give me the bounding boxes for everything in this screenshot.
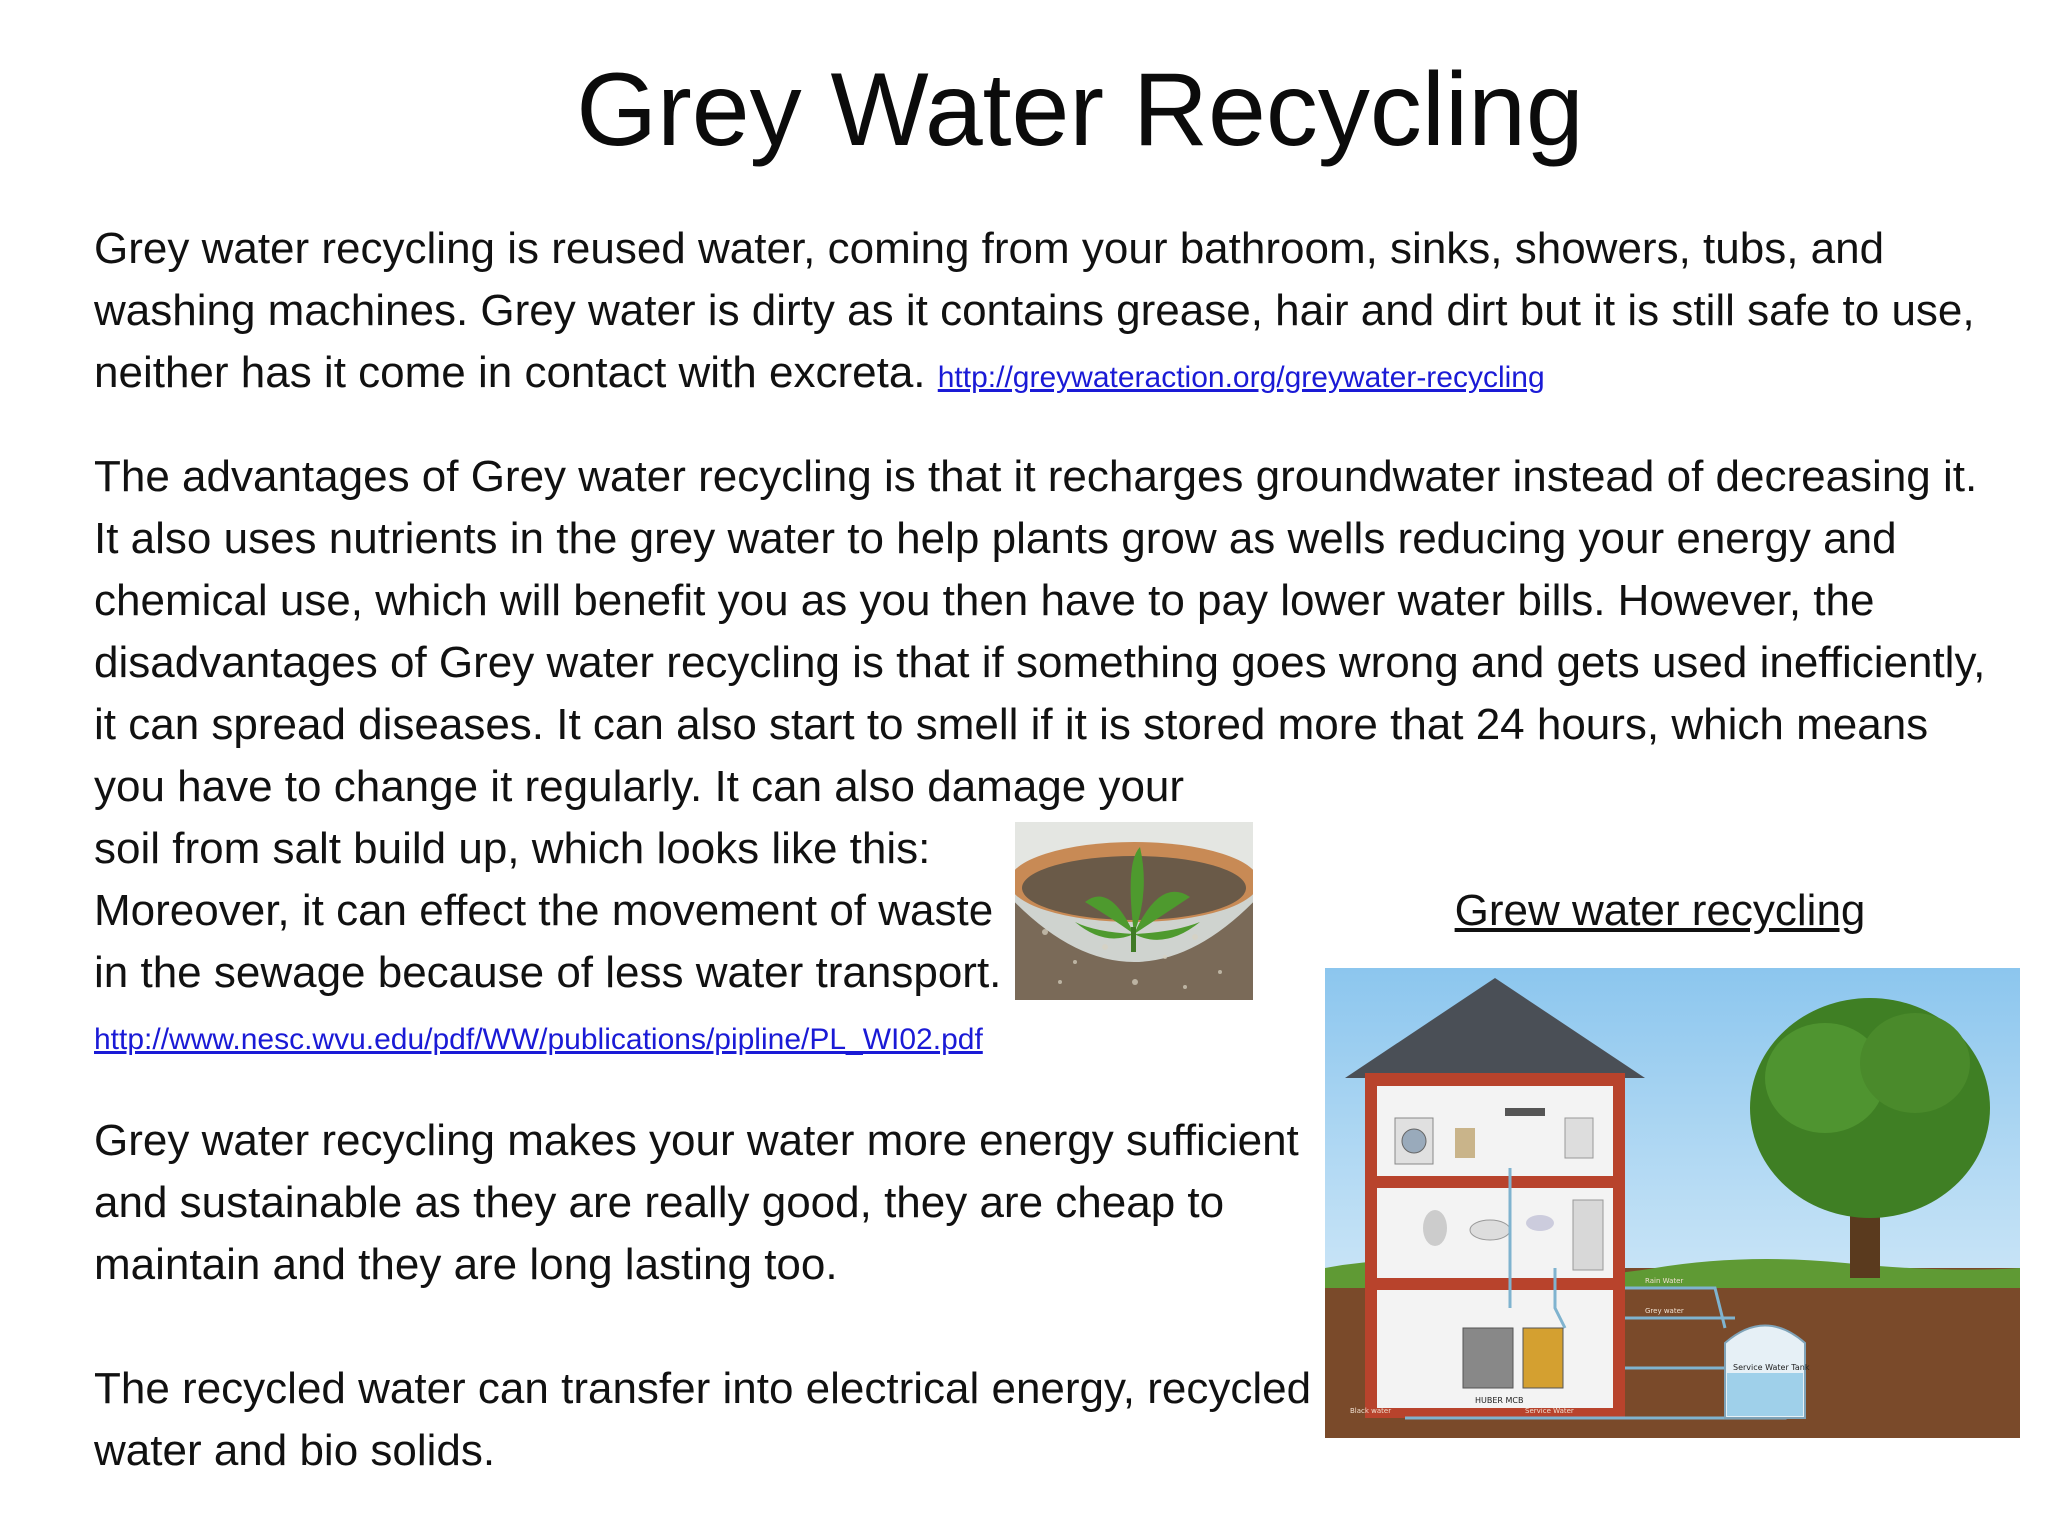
- energy-paragraph: The recycled water can transfer into electrical energy, recycled water and bio solids.: [94, 1364, 1312, 1475]
- pipe-label-rain: Rain Water: [1645, 1277, 1684, 1285]
- advantages-paragraph: The advantages of Grey water recycling is that it recharges groundwater instead of decreasing it. It also uses nutrients in the grey water to help plants grow as wells reducing your energy and chemical use, which will benefit you as you then have to pay lower water bills. However, the disadvantages of Grey water recycling is that if something goes wrong and gets used inefficiently, it can spread diseases. It can also start to smell if it is stored more that 24 hours, which means you have to change it regularly. It can also damage your: [94, 452, 1986, 811]
- intro-text: Grey water recycling is reused water, coming from your bathroom, sinks, showers, tubs, and washing machines. Grey water is dirty as it contains grease, hair and dirt but it is still safe to use, neither has it come in contact with excreta.: [94, 224, 1975, 397]
- greywater-house-diagram: [1325, 968, 2020, 1438]
- unit-label: HUBER MCB: [1475, 1396, 1524, 1405]
- pipe-label-service: Service Water: [1525, 1407, 1574, 1415]
- page-title: Grey Water Recycling: [576, 52, 1584, 168]
- intro-paragraph: [94, 218, 1994, 409]
- continued-text: soil from salt build up, which looks like this: Moreover, it can effect the movement of waste in the sewage because of less water transport.: [94, 824, 1002, 997]
- sustainability-paragraph: Grey water recycling makes your water more energy sufficient and sustainable as they are really good, they are cheap to maintain and they are long lasting too.: [94, 1116, 1299, 1289]
- pipe-label-grey: Grey water: [1645, 1307, 1684, 1315]
- nesc-wvu-link[interactable]: http://www.nesc.wvu.edu/pdf/WW/publications/pipline/PL_WI02.pdf: [94, 1023, 983, 1056]
- diagram-caption: Grew water recycling: [1454, 886, 1866, 935]
- advantages-paragraph-continued: [94, 818, 1014, 1071]
- pipe-label-black: Black water: [1350, 1407, 1392, 1415]
- tank-label: Service Water Tank: [1733, 1363, 1810, 1372]
- greywater-action-link[interactable]: http://greywateraction.org/greywater-recycling: [937, 361, 1545, 394]
- salt-damaged-plant-image: [1015, 822, 1253, 1000]
